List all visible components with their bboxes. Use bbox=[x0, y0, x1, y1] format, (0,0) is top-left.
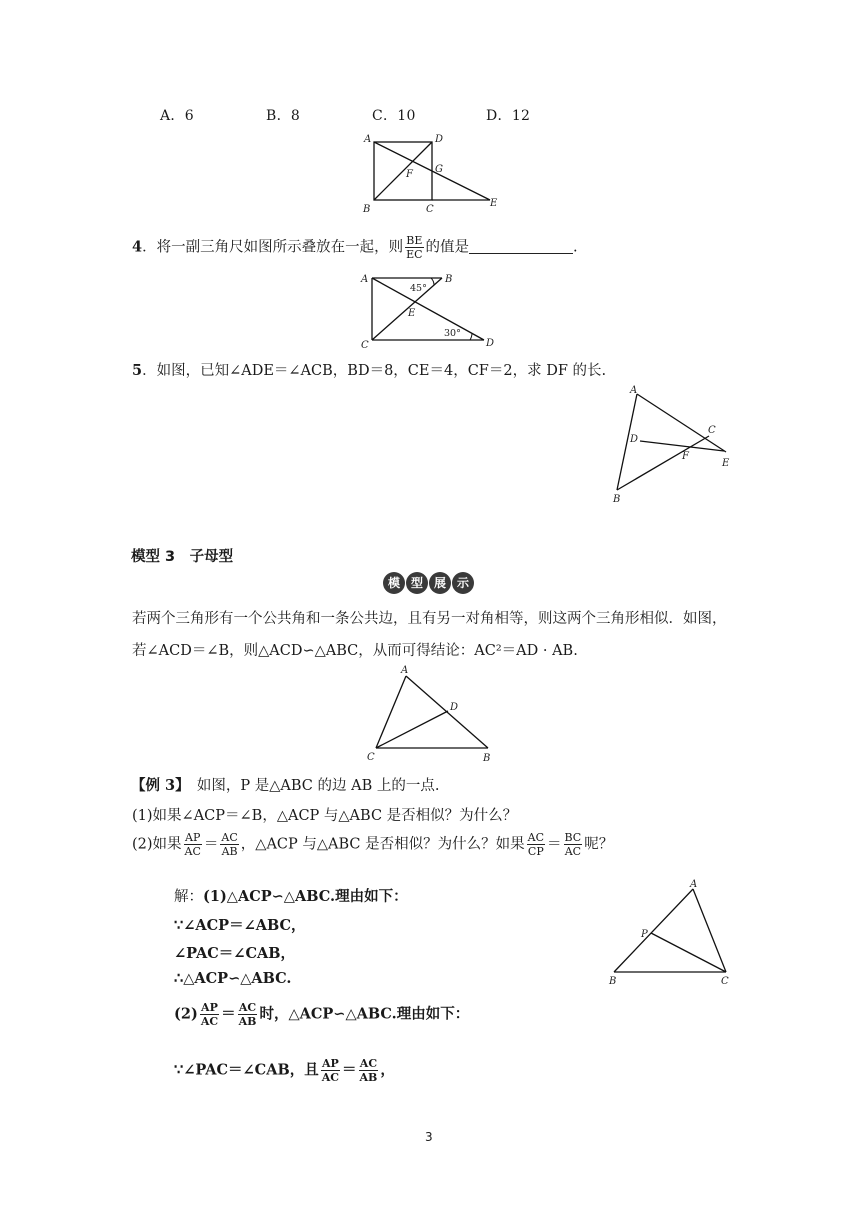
label-d: D bbox=[486, 338, 495, 349]
label-c: C bbox=[361, 340, 369, 350]
frac-den: AC bbox=[564, 845, 582, 858]
label-e: E bbox=[408, 308, 416, 319]
frac-den: AC bbox=[321, 1071, 340, 1084]
equals: ＝ bbox=[221, 1005, 236, 1023]
choice-d: D．12 bbox=[486, 108, 531, 124]
angle-45-arc bbox=[431, 278, 434, 285]
part2-end: 呢？ bbox=[584, 836, 614, 853]
example-3-part-1: (1)如果∠ACP＝∠B，△ACP 与△ABC 是否相似？为什么？ bbox=[132, 808, 518, 824]
solution-line-1-main: (1)△ACP∽△ABC.理由如下： bbox=[203, 888, 408, 905]
segment-cd bbox=[376, 711, 448, 748]
segment-db bbox=[374, 142, 432, 200]
figure-square-abcd bbox=[360, 132, 510, 218]
solution-prefix: 解： bbox=[174, 889, 203, 905]
label-a: A bbox=[401, 665, 409, 676]
segment-ae bbox=[637, 394, 726, 452]
label-b: B bbox=[483, 753, 491, 764]
segment-pc bbox=[651, 933, 726, 972]
segment-ad bbox=[372, 278, 484, 340]
equals: ＝ bbox=[203, 836, 219, 853]
label-d: D bbox=[630, 434, 639, 445]
solution-line-5 bbox=[174, 1001, 469, 1028]
segment-ac bbox=[693, 889, 726, 972]
solution-line-6 bbox=[174, 1057, 395, 1084]
choice-b: B．8 bbox=[266, 108, 301, 124]
q4-number: 4 bbox=[132, 238, 143, 256]
frac-num: AP bbox=[201, 1001, 218, 1014]
frac-den: AC bbox=[200, 1015, 219, 1028]
figure-set-squares bbox=[358, 268, 508, 350]
frac-num: AC bbox=[527, 831, 545, 844]
choice-c: C．10 bbox=[372, 108, 416, 124]
model-paragraph-1: 若两个三角形有一个公共角和一条公共边，且有另一对角相等，则这两个三角形相似．如图， bbox=[132, 611, 727, 627]
label-a: A bbox=[364, 134, 372, 145]
label-c: C bbox=[367, 752, 375, 763]
badge-char: 型 bbox=[406, 572, 428, 594]
label-b: B bbox=[609, 976, 617, 987]
equals: ＝ bbox=[342, 1061, 357, 1079]
label-a: A bbox=[361, 274, 369, 285]
figure-triangle-abc bbox=[362, 662, 502, 766]
label-c: C bbox=[708, 425, 716, 436]
question-4 bbox=[132, 234, 578, 261]
figure-triangle-ade bbox=[600, 380, 740, 510]
fraction-ap-ac bbox=[321, 1057, 340, 1084]
label-f: F bbox=[682, 451, 689, 462]
frac-num: AC bbox=[359, 1057, 378, 1070]
label-f: F bbox=[406, 169, 413, 180]
example-3-part-2 bbox=[132, 831, 613, 858]
frac-num: AC bbox=[221, 831, 238, 844]
label-b: B bbox=[445, 274, 453, 285]
fraction-ac-ab bbox=[238, 1001, 258, 1028]
part2-prefix: (2)如果 bbox=[132, 836, 182, 853]
model-display-badge bbox=[383, 572, 475, 594]
frac-den: AB bbox=[221, 845, 238, 858]
label-b: B bbox=[363, 204, 371, 215]
figure-triangle-apc bbox=[600, 872, 740, 990]
fraction-ac-ab bbox=[220, 831, 238, 858]
q5-text: ．如图，已知∠ADE＝∠ACB，BD＝8，CE＝4，CF＝2，求 DF 的长. bbox=[142, 363, 607, 379]
label-a: A bbox=[690, 879, 698, 890]
label-a: A bbox=[630, 385, 638, 396]
q4-text-end: . bbox=[573, 239, 578, 256]
frac-num: AC bbox=[238, 1001, 257, 1014]
label-d: D bbox=[450, 702, 459, 713]
label-g: G bbox=[435, 164, 443, 175]
segment-bc bbox=[372, 278, 442, 340]
label-c: C bbox=[721, 976, 729, 987]
section-heading: 模型 3 子母型 bbox=[131, 549, 234, 565]
fraction-ap-ac bbox=[184, 831, 202, 858]
fraction-ac-cp bbox=[527, 831, 545, 858]
frac-num: AP bbox=[185, 831, 201, 844]
segment-ab bbox=[614, 889, 693, 972]
q4-text-before: ．将一副三角尺如图所示叠放在一起，则 bbox=[142, 239, 404, 256]
label-b: B bbox=[613, 494, 621, 505]
example-stem-text: 如图，P 是△ABC 的边 AB 上的一点. bbox=[182, 778, 440, 794]
answer-blank[interactable] bbox=[469, 239, 573, 254]
fraction-bc-ac bbox=[564, 831, 583, 858]
q4-fraction bbox=[405, 234, 423, 261]
angle-45-label: 45° bbox=[410, 283, 427, 294]
line5-prefix: (2) bbox=[174, 1005, 198, 1023]
line5-suffix: 时，△ACP∽△ABC.理由如下： bbox=[259, 1005, 470, 1023]
frac-den: AB bbox=[359, 1071, 378, 1084]
q4-text-after: 的值是 bbox=[425, 239, 470, 256]
frac-den: AB bbox=[238, 1015, 257, 1028]
example-tag: 【例 3】 bbox=[131, 777, 183, 794]
label-d: D bbox=[435, 134, 444, 145]
label-e: E bbox=[722, 458, 730, 469]
frac-den: AC bbox=[184, 845, 201, 858]
q5-number: 5 bbox=[132, 362, 143, 379]
question-5 bbox=[132, 359, 606, 380]
label-p: P bbox=[641, 929, 648, 940]
choice-a: A．6 bbox=[160, 108, 194, 124]
solution-line-4: ∴△ACP∽△ABC. bbox=[174, 970, 292, 987]
q4-frac-num: BE bbox=[406, 234, 423, 247]
model-paragraph-2: 若∠ACD＝∠B，则△ACD∽△ABC，从而可得结论：AC²＝AD · AB. bbox=[132, 643, 578, 659]
label-e: E bbox=[490, 198, 498, 209]
part2-mid: ，△ACP 与△ABC 是否相似？为什么？如果 bbox=[240, 836, 525, 853]
badge-char: 示 bbox=[452, 572, 474, 594]
segment-ac bbox=[376, 676, 406, 748]
badge-char: 模 bbox=[383, 572, 405, 594]
badge-char: 展 bbox=[429, 572, 451, 594]
example-3-stem bbox=[131, 774, 439, 795]
solution-line-1 bbox=[174, 885, 408, 906]
q4-frac-den: EC bbox=[406, 248, 423, 261]
solution-line-2: ∵∠ACP＝∠ABC， bbox=[174, 917, 306, 934]
fraction-ac-ab bbox=[359, 1057, 379, 1084]
page-number: 3 bbox=[425, 1130, 433, 1144]
line6-end: ， bbox=[380, 1061, 395, 1079]
angle-30-arc bbox=[470, 333, 472, 340]
frac-num: BC bbox=[564, 831, 582, 844]
frac-den: CP bbox=[527, 845, 544, 858]
angle-30-label: 30° bbox=[444, 328, 461, 339]
label-c: C bbox=[426, 204, 434, 215]
frac-num: AP bbox=[321, 1057, 339, 1070]
fraction-ap-ac bbox=[200, 1001, 219, 1028]
line6-prefix: ∵∠PAC＝∠CAB，且 bbox=[174, 1061, 319, 1079]
solution-line-3: ∠PAC＝∠CAB， bbox=[174, 945, 295, 962]
equals: ＝ bbox=[547, 836, 562, 853]
